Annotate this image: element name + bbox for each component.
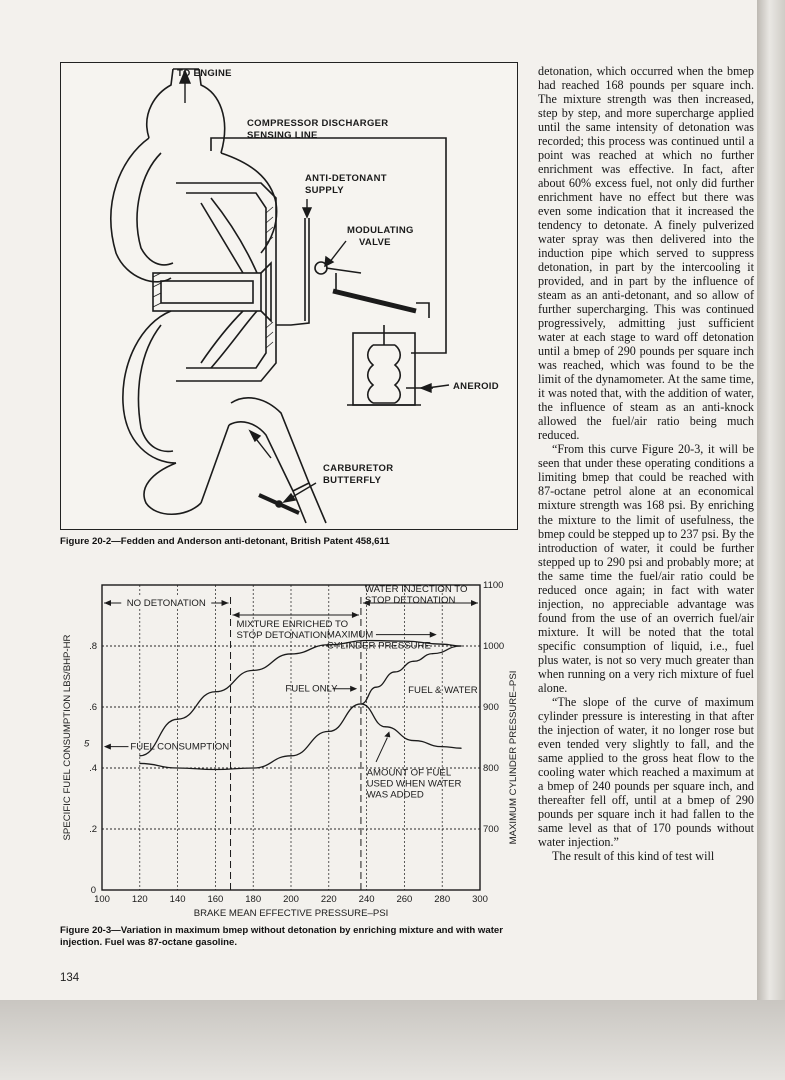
- data-point: [413, 661, 414, 662]
- text-column: [538, 64, 754, 863]
- x-tick-label: 120: [131, 894, 148, 905]
- data-point: [461, 748, 462, 749]
- data-point: [177, 767, 178, 768]
- data-point: [177, 719, 178, 720]
- region-arrow-right: [352, 612, 359, 618]
- max-cyl-arrow-head: [430, 632, 437, 638]
- paragraph: “The slope of the curve of maximum cylinder pressure is interesting in that after the injection of water, it no longer rose but even tended very slightly to fall, and the same applied to the gross heat flow to the cooling water which reached a maximum at a bmep of 240 pounds per square inch, and thereafter fell off, until at a bmep of 290 pounds per square inch it had fallen to the same level as that of 170 pounds without water injection.”: [538, 694, 754, 849]
- paragraph: detonation, which occurred when the bmep had reached 168 pounds per square inch. The mixture strength was then increased, step by step, and more supercharge applied until the same intensity of detonation was recorded; this process was continued until a point was reached at which no further enrichment was effective. In fact, after about 60% excess fuel, not only did further enrichment have no effect but there was even some indication that it increased the tendency to detonate. A finely pulverized water spray was then delivered into the induction pipe which served to suppress detonation, in part by the intercooling it provided, and in part by the influence of steam as an anti-detonant, and so allow of further supercharging. This was continued progressively, admitting just sufficient water at each stage to ward off detonation until a bmep of 290 pounds per square inch was reached, which was found to be the limit of the dynamometer. At the same time, it was noted that, with the addition of water, the influence of steam as an anti-knock allowed the fuel/air ratio being much reduced.: [538, 64, 754, 443]
- scan-background: [0, 1000, 785, 1080]
- region-label: WATER INJECTION TO: [364, 584, 468, 595]
- label-valve-1: MODULATING: [347, 225, 414, 236]
- pencil-note: 5: [84, 738, 90, 750]
- label-supply-1: ANTI-DETONANT: [305, 173, 387, 184]
- data-point: [328, 731, 329, 732]
- data-point: [461, 645, 462, 646]
- annotation-max-cyl-2: CYLINDER PRESSURE: [326, 640, 431, 652]
- page-number: 134: [60, 972, 80, 984]
- fuel-consumption-arrow-head: [104, 744, 111, 750]
- data-point: [139, 763, 140, 764]
- label-aneroid: ANEROID: [453, 381, 499, 392]
- x-tick-label: 260: [396, 894, 413, 905]
- data-point: [290, 755, 291, 756]
- data-point: [139, 755, 140, 756]
- x-tick-label: 300: [472, 894, 488, 905]
- amount-arrow-line: [376, 738, 387, 762]
- data-point: [375, 687, 376, 688]
- y-right-tick-label: 700: [483, 824, 499, 835]
- x-axis-label: BRAKE MEAN EFFECTIVE PRESSURE–PSI: [193, 908, 389, 919]
- y-axis-left-label: SPECIFIC FUEL CONSUMPTION LBS/BHP-HR: [62, 634, 73, 841]
- x-tick-label: 240: [358, 894, 375, 905]
- origin-label: 0: [90, 885, 96, 896]
- label-sensing-line-2: SENSING LINE: [247, 130, 318, 141]
- data-point: [385, 726, 386, 727]
- x-tick-label: 160: [207, 894, 224, 905]
- data-point: [215, 769, 216, 770]
- fuel-only-arrow-head: [350, 686, 357, 692]
- region-label: STOP DETONATION: [236, 630, 327, 641]
- region-label: NO DETONATION: [126, 598, 206, 609]
- y-right-tick-label: 900: [483, 702, 499, 713]
- y-left-tick-label: .6: [89, 702, 97, 713]
- y-left-tick-label: .4: [89, 763, 97, 774]
- region-arrow-left: [233, 612, 240, 618]
- x-tick-label: 180: [245, 894, 262, 905]
- page-edge: [757, 0, 785, 1000]
- data-point: [215, 691, 216, 692]
- figure-20-2-frame: [60, 62, 518, 530]
- amount-arrow-head: [384, 731, 390, 737]
- annotation-max-cyl-1: MAXIMUM: [326, 629, 374, 641]
- series-line-1: [140, 704, 361, 770]
- series-line-0: [140, 641, 461, 756]
- y-left-tick-label: .2: [89, 824, 97, 835]
- y-right-tick-label: 1000: [483, 641, 505, 652]
- data-point: [290, 653, 291, 654]
- label-to-engine: TO ENGINE: [177, 68, 232, 79]
- annotation-amount-2: USED WHEN WATER: [366, 778, 462, 790]
- label-supply-2: SUPPLY: [305, 185, 344, 196]
- data-point: [253, 670, 254, 671]
- supercharger-diagram: [61, 63, 519, 531]
- label-sensing-line-1: COMPRESSOR DISCHARGER: [247, 118, 389, 129]
- y-right-tick-label: 800: [483, 763, 499, 774]
- figure-20-3-caption: Figure 20-3—Variation in maximum bmep without detonation by enriching mixture and with water injection. Fuel was 87-octane gasoline.: [60, 925, 503, 948]
- x-tick-label: 280: [434, 894, 451, 905]
- x-tick-label: 220: [320, 894, 337, 905]
- y-left-tick-label: .8: [89, 641, 97, 652]
- region-arrow-right: [222, 600, 229, 606]
- x-tick-label: 140: [169, 894, 186, 905]
- region-arrow-left: [104, 600, 111, 606]
- y-right-tick-label: 1100: [483, 580, 504, 591]
- data-point: [360, 703, 361, 704]
- annotation-amount-1: AMOUNT OF FUEL: [366, 767, 452, 779]
- label-carburetor-1: CARBURETOR: [323, 463, 394, 474]
- region-label: STOP DETONATION: [364, 595, 456, 606]
- annotation-fuel-consumption: FUEL CONSUMPTION: [130, 741, 230, 753]
- y-axis-right-label: MAXIMUM CYLINDER PRESSURE–PSI: [508, 670, 519, 845]
- label-valve-2: VALVE: [359, 237, 391, 248]
- data-point: [432, 653, 433, 654]
- region-label: MIXTURE ENRICHED TO: [236, 619, 349, 630]
- figure-20-3-chart: [56, 575, 526, 920]
- annotation-amount-3: WAS ADDED: [366, 789, 424, 801]
- data-point: [442, 746, 443, 747]
- annotation-fuel-only: FUEL ONLY: [285, 683, 338, 695]
- paragraph: “From this curve Figure 20-3, it will be seen that under these operating conditions a limiting bmep that could be reached with 87-octane petrol alone at an economical mixture strength was 168 psi. By enriching the mixture to the limit of usefulness, the bmep could be stepped up to 237 psi. By the introduction of water, it could be further stepped up to 290 psi and probably more; at the same time the fuel/air ratio could be reduced once again; in fact with water injection, no appreciable advantage was found from the use of an overrich fuel/air mixture. It will be noted that the total specific consumption of liquid, i.e., fuel plus water, is not so very much greater than when running on a very rich mixture of fuel alone.: [538, 442, 754, 695]
- figure-20-2-caption: Figure 20-2—Fedden and Anderson anti-detonant, British Patent 458,611: [60, 536, 390, 547]
- label-carburetor-2: BUTTERFLY: [323, 475, 382, 486]
- x-tick-label: 100: [94, 894, 110, 905]
- paragraph: The result of this kind of test will: [552, 848, 715, 863]
- region-arrow-right: [471, 600, 478, 606]
- data-point: [253, 767, 254, 768]
- x-tick-label: 200: [283, 894, 299, 905]
- series-line-3: [361, 704, 461, 748]
- data-point: [413, 740, 414, 741]
- annotation-fuel-water: FUEL & WATER: [408, 685, 478, 697]
- data-point: [442, 644, 443, 645]
- data-point: [394, 671, 395, 672]
